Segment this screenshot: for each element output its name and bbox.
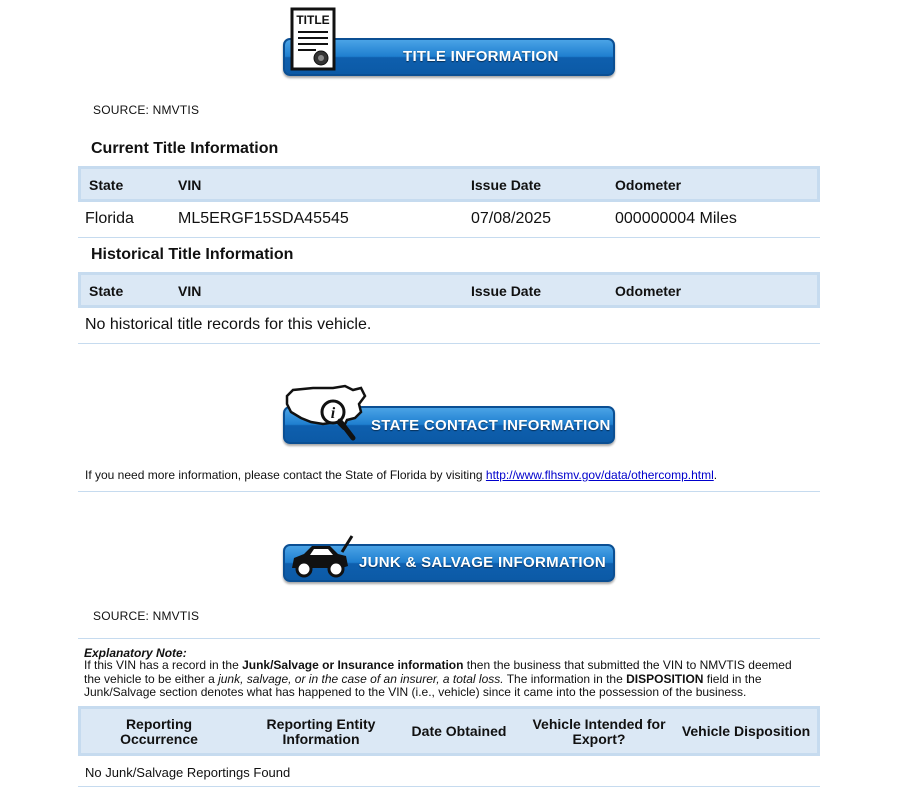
- col-reporting-occurrence: Reporting Occurrence: [120, 716, 198, 747]
- col-vin: VIN: [178, 283, 202, 299]
- note-bold-text: Junk/Salvage or Insurance information: [242, 658, 464, 672]
- col-vin: VIN: [178, 177, 202, 193]
- florida-website-link[interactable]: http://www.flhsmv.gov/data/othercomp.html: [485, 468, 714, 482]
- col-reporting-entity: Reporting Entity Information: [266, 716, 376, 747]
- svg-text:i: i: [330, 405, 336, 422]
- banner-label: STATE CONTACT INFORMATION: [371, 417, 611, 434]
- note-text: field in the Junk/Salvage section denotes what has happened to the VIN (i.e., vehicle) since it came into the possession of the business.: [84, 671, 762, 699]
- banner-label: JUNK & SALVAGE INFORMATION: [359, 554, 606, 571]
- explanatory-note-body: [84, 659, 804, 700]
- col-issue-date: Issue Date: [471, 283, 542, 299]
- col-odometer: Odometer: [615, 177, 682, 193]
- banner-label: TITLE INFORMATION: [403, 48, 559, 65]
- junk-source: SOURCE: NMVTIS: [93, 609, 200, 623]
- col-odometer: Odometer: [615, 283, 682, 299]
- historical-title-header-row: [78, 272, 820, 308]
- cell-state: Florida: [85, 210, 134, 227]
- usa-map-info-icon: [283, 382, 373, 446]
- note-italic-text: junk, salvage, or in the case of an insurer, a total loss.: [218, 671, 504, 686]
- cell-issue-date: 07/08/2025: [471, 210, 552, 227]
- divider: [78, 237, 820, 238]
- junk-empty-message: No Junk/Salvage Reportings Found: [85, 765, 291, 780]
- note-text: then the business that submitted the VIN to NMVTIS deemed the vehicle to be either a: [84, 658, 792, 686]
- col-issue-date: Issue Date: [471, 177, 542, 193]
- divider: [78, 491, 820, 492]
- divider: [78, 786, 820, 787]
- title-document-icon: [286, 6, 342, 74]
- tow-car-icon: [284, 532, 356, 582]
- contact-suffix: .: [713, 468, 718, 482]
- contact-line: [85, 468, 717, 482]
- col-date-obtained: Date Obtained: [411, 723, 507, 739]
- historical-empty-message: No historical title records for this vehicle.: [85, 316, 372, 333]
- current-title-header-row: [78, 166, 820, 202]
- col-vehicle-disposition: Vehicle Disposition: [681, 723, 811, 739]
- historical-title-heading: Historical Title Information: [91, 246, 294, 263]
- contact-text: If you need more information, please contact the State of Florida by visiting: [85, 468, 486, 482]
- col-export: Vehicle Intended for Export?: [532, 716, 666, 747]
- title-source: SOURCE: NMVTIS: [93, 103, 200, 117]
- svg-text:TITLE: TITLE: [296, 13, 330, 27]
- junk-salvage-header-row: [78, 706, 820, 756]
- note-text: The information in the: [503, 671, 627, 686]
- divider: [78, 638, 820, 639]
- col-state: State: [89, 283, 124, 299]
- col-state: State: [89, 177, 124, 193]
- current-title-heading: Current Title Information: [91, 140, 279, 157]
- note-bold-text: DISPOSITION: [626, 671, 704, 686]
- divider: [78, 343, 820, 344]
- note-text: If this VIN has a record in the: [84, 658, 243, 672]
- cell-odometer: 000000004 Miles: [615, 210, 737, 227]
- explanatory-note-title: Explanatory Note:: [84, 646, 187, 660]
- cell-vin: ML5ERGF15SDA45545: [178, 210, 349, 227]
